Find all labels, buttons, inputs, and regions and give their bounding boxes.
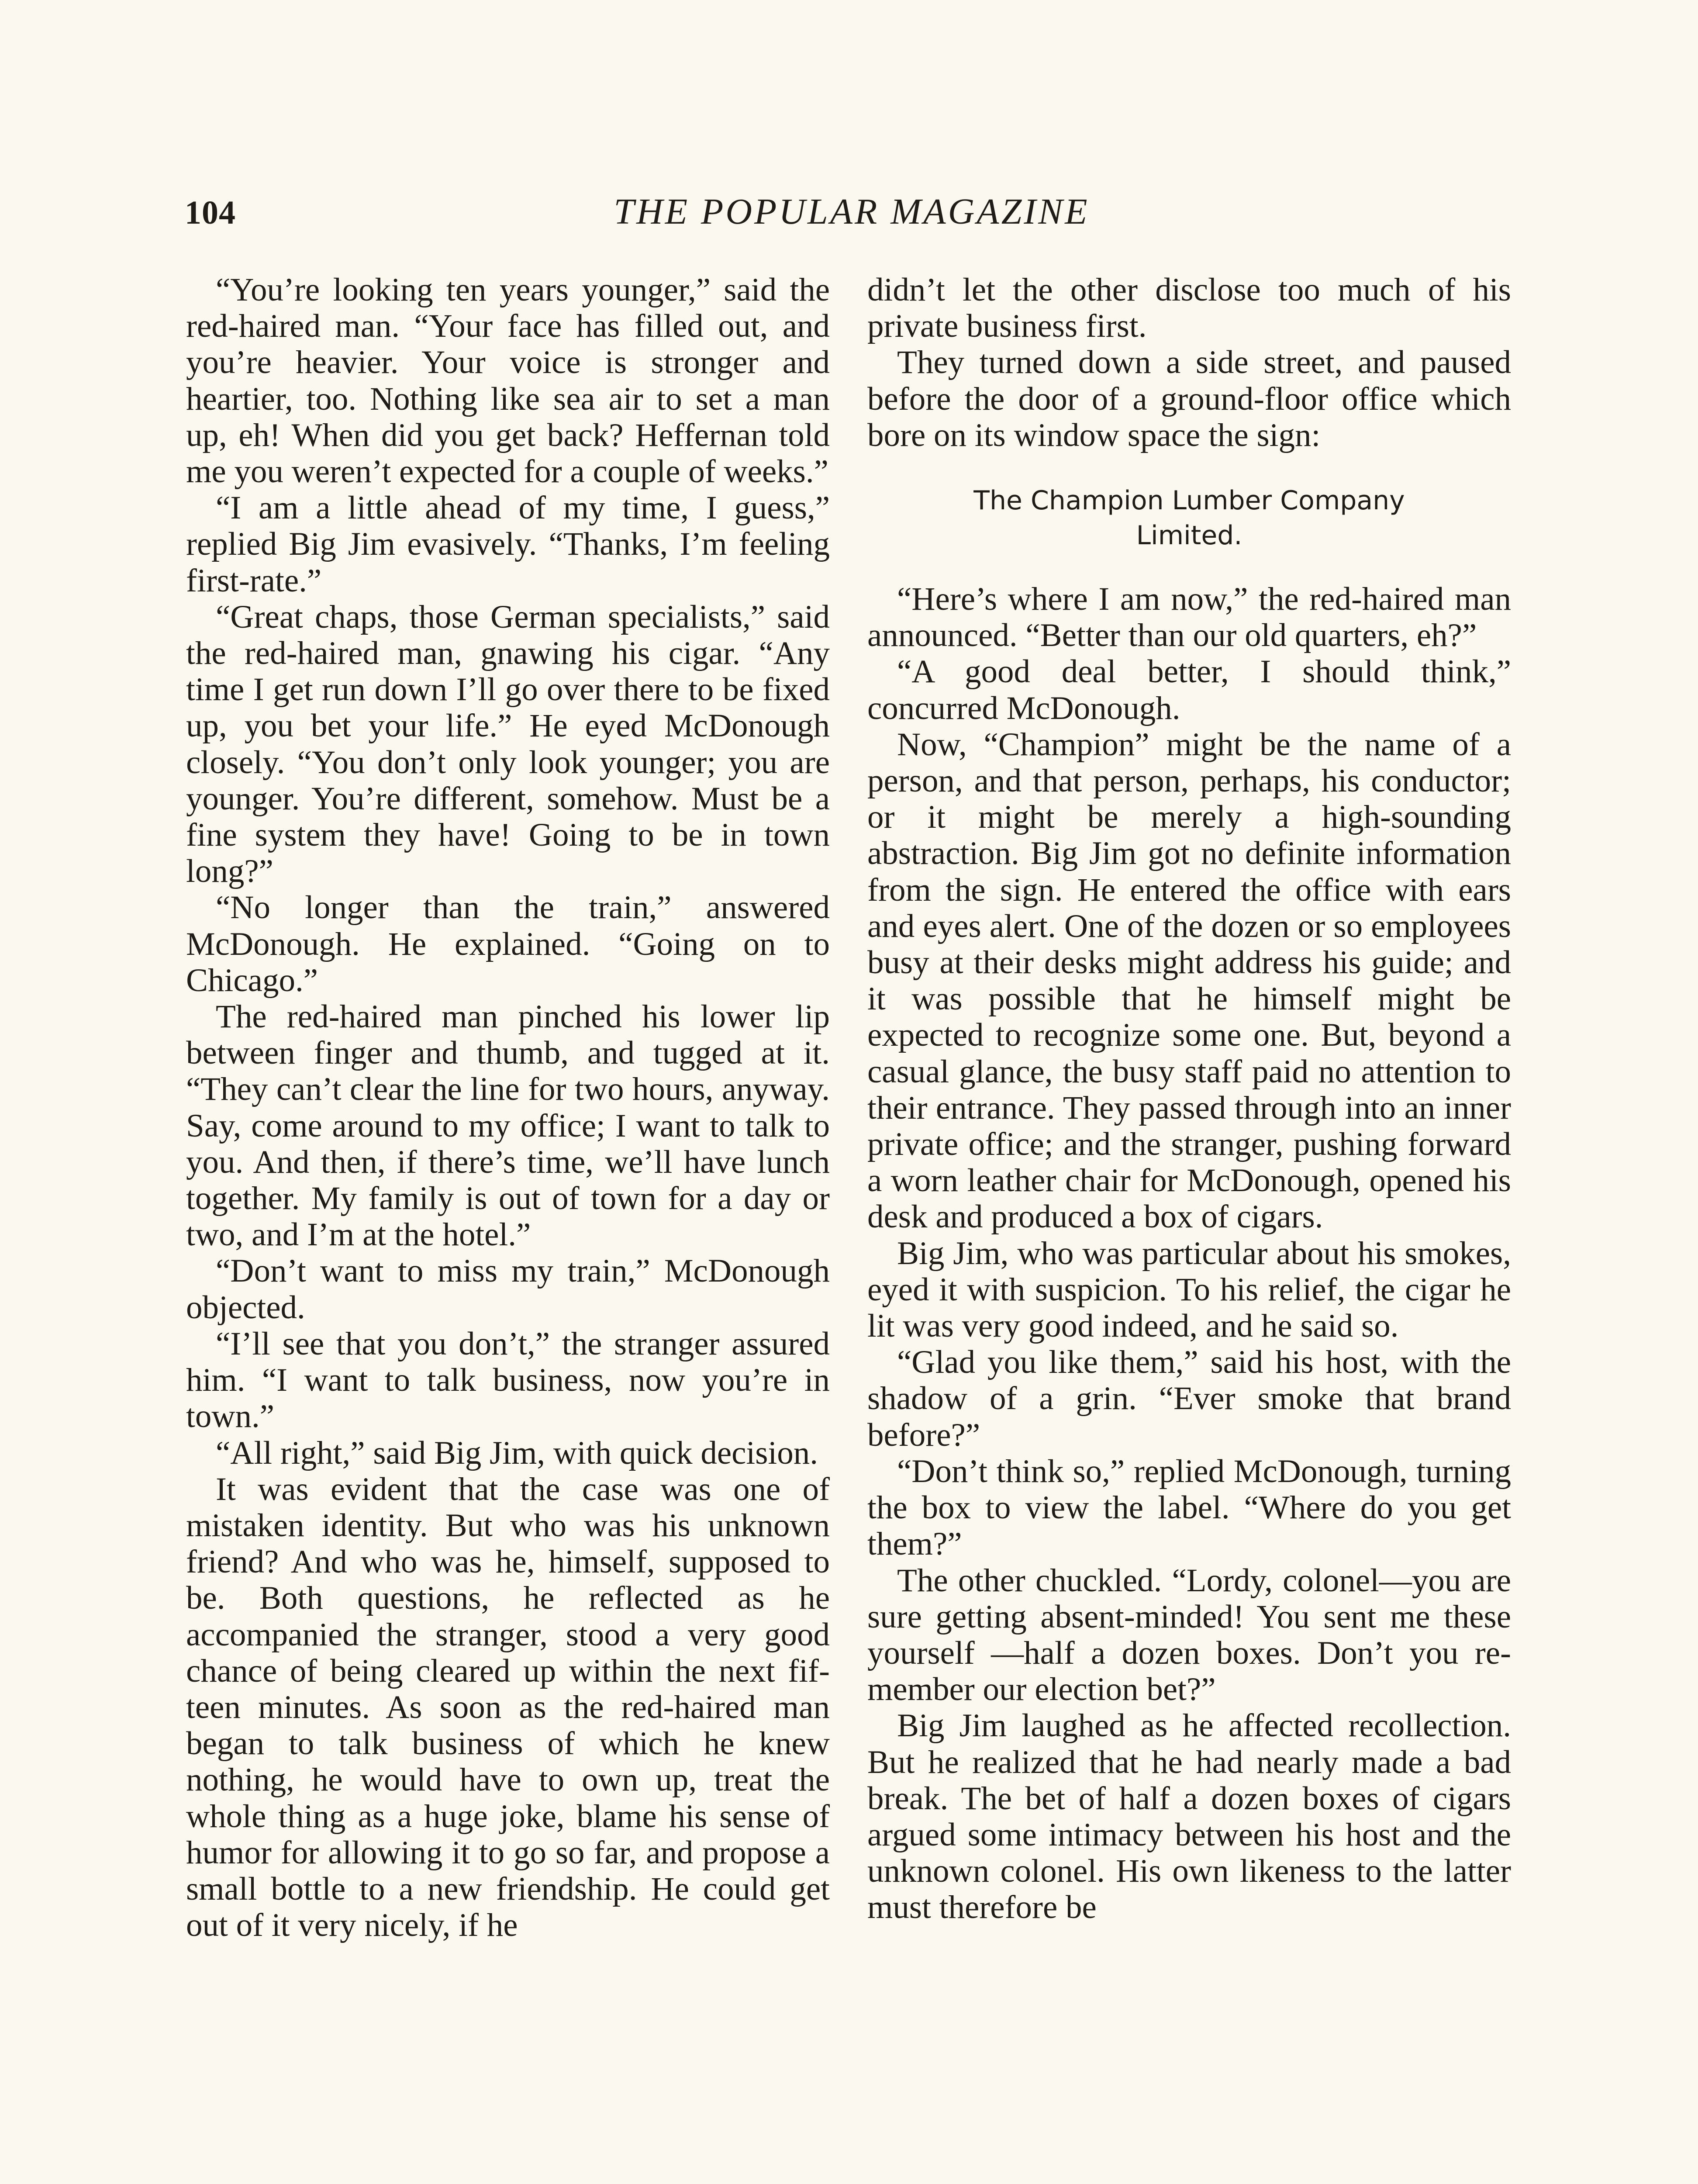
left-column: [186, 272, 830, 1943]
running-head: THE POPULAR MAGAZINE: [614, 191, 1090, 232]
paragraph: “Glad you like them,” said his host, with the shadow of a grin. “Ever smoke that brand before?”: [867, 1344, 1511, 1453]
paragraph: The other chuckled. “Lordy, colonel—you are sure getting absent-minded! You sent me these yourself —half a dozen boxes. Don’t you remember our election bet?”: [867, 1562, 1511, 1708]
paragraph: “Don’t want to miss my train,” McDonough objected.: [186, 1253, 830, 1326]
sign-line: The Champion Lumber Company: [973, 485, 1405, 516]
right-column: [867, 272, 1511, 1926]
paragraph: “Great chaps, those German specialists,” said the red-haired man, gnawing his cigar. “Any time I get run down I’ll go over there to be fixed up, you bet your life.” He eyed McDonough closely. “You don’t only look younger; you are younger. You’re different, somehow. Must be a fine system they have! Going to be in town long?”: [186, 598, 830, 890]
paragraph: “A good deal better, I should think,” concurred McDonough.: [867, 653, 1511, 726]
paragraph: “I’ll see that you don’t,” the stranger assured him. “I want to talk business, now you’re in town.”: [186, 1325, 830, 1435]
paragraph: It was evident that the case was one of mistaken identity. But who was his unknown friend? And who was he, himself, supposed to be. Both questions, he reflected as he accompanied the stranger, stood a very good chance of being cleared up within the next fifteen minutes. As soon as the red-haired man began to talk business of which he knew nothing, he would have to own up, treat the whole thing as a huge joke, blame his sense of humor for allowing it to go so far, and propose a small bottle to a new friendship. He could get out of it very nicely, if he: [186, 1471, 830, 1944]
paragraph: They turned down a side street, and paused before the door of a ground-floor office which bore on its window space the sign:: [867, 344, 1511, 453]
company-sign: [867, 483, 1511, 553]
paragraph: “I am a little ahead of my time, I guess,” replied Big Jim evasively. “Thanks, I’m feeling first-rate.”: [186, 490, 830, 599]
paragraph: “Don’t think so,” replied McDonough, turning the box to view the label. “Where do you get them?”: [867, 1453, 1511, 1562]
page-number: 104: [185, 194, 236, 231]
paragraph: “No longer than the train,” answered McDonough. He explained. “Going on to Chicago.”: [186, 889, 830, 999]
paragraph: didn’t let the other disclose too much of his private business first.: [867, 272, 1511, 345]
sign-line: Limited.: [1136, 520, 1242, 551]
paragraph: “You’re looking ten years younger,” said the red-haired man. “Your face has filled out, and you’re heavier. Your voice is stronger and heartier, too. Nothing like sea air to set a man up, eh! When did you get back? Heffernan told me you weren’t expected for a couple of weeks.”: [186, 272, 830, 490]
paragraph: Now, “Champion” might be the name of a person, and that person, perhaps, his conductor; or it might be merely a high-sounding abstraction. Big Jim got no definite information from the sign. He entered the office with ears and eyes alert. One of the dozen or so employees busy at their desks might address his guide; and it was possible that he himself might be expected to recognize some one. But, beyond a casual glance, the busy staff paid no attention to their entrance. They passed through into an inner private office; and the stranger, pushing forward a worn leather chair for McDonough, opened his desk and produced a box of cigars.: [867, 726, 1511, 1235]
paragraph: “Here’s where I am now,” the red-haired man announced. “Better than our old quarters, eh?”: [867, 581, 1511, 654]
paragraph: The red-haired man pinched his lower lip between finger and thumb, and tugged at it. “They can’t clear the line for two hours, anyway. Say, come around to my office; I want to talk to you. And then, if there’s time, we’ll have lunch together. My family is out of town for a day or two, and I’m at the hotel.”: [186, 999, 830, 1253]
paragraph: “All right,” said Big Jim, with quick decision.: [216, 1434, 818, 1471]
paragraph: Big Jim laughed as he affected recollection. But he realized that he had nearly made a bad break. The bet of half a dozen boxes of cigars argued some intimacy between his host and the unknown colonel. His own likeness to the latter must therefore be: [867, 1707, 1511, 1926]
paragraph: Big Jim, who was particular about his smokes, eyed it with suspicion. To his relief, the cigar he lit was very good indeed, and he said so.: [867, 1235, 1511, 1344]
